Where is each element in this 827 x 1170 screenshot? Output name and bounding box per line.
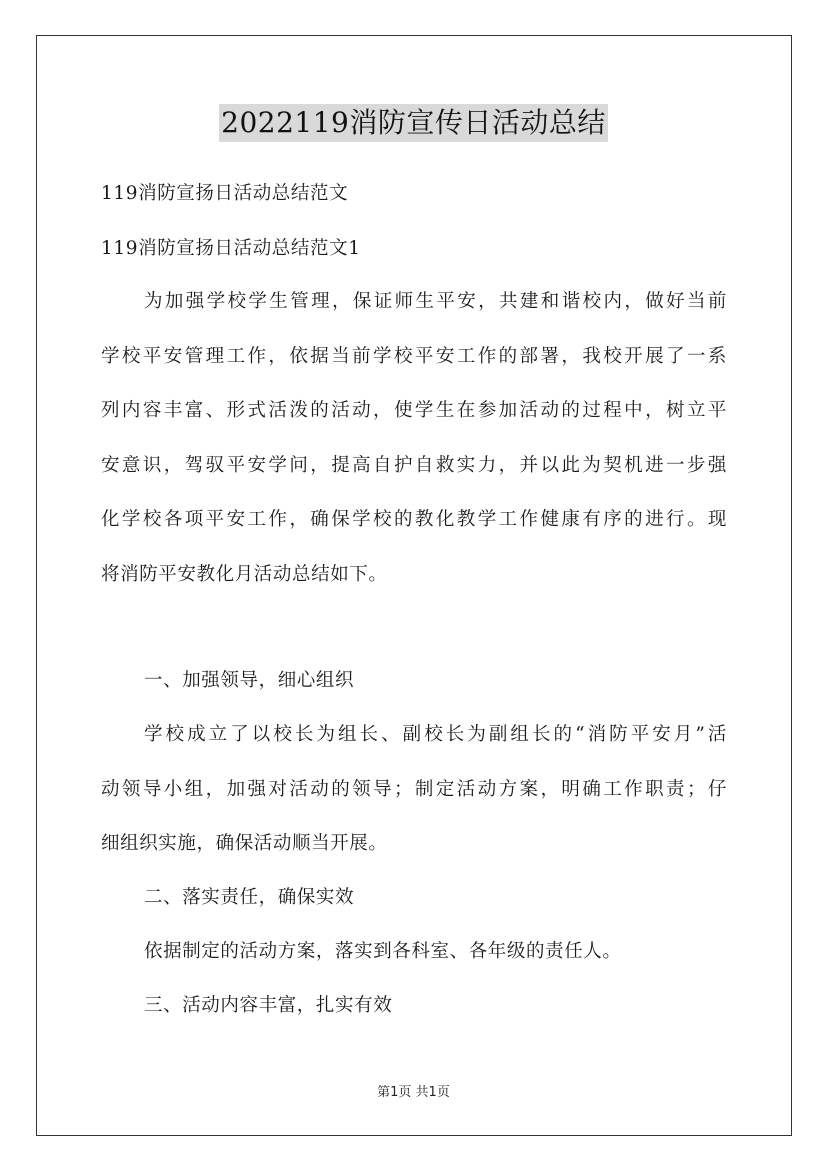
subtitle-2: 119消防宣扬日活动总结范文1 bbox=[101, 238, 361, 259]
section-1-heading: 一、加强领导，细心组织 bbox=[144, 670, 355, 691]
intro-line-1: 为加强学校学生管理，保证师生平安，共建和谐校内，做好当前 bbox=[144, 291, 727, 312]
document-title: 2022119消防宣传日活动总结 bbox=[219, 104, 608, 142]
title-container bbox=[0, 104, 827, 142]
section-1-line-2: 动领导小组，加强对活动的领导；制定活动方案，明确工作职责；仔 bbox=[101, 779, 727, 800]
page-number-footer: 第1页 共1页 bbox=[377, 1085, 450, 1100]
intro-line-2: 学校平安管理工作，依据当前学校平安工作的部署，我校开展了一系 bbox=[101, 346, 727, 367]
intro-line-4: 安意识，驾驭平安学问，提高自护自救实力，并以此为契机进一步强 bbox=[101, 455, 727, 476]
intro-line-5: 化学校各项平安工作，确保学校的教化教学工作健康有序的进行。现 bbox=[101, 509, 727, 530]
section-1-line-3: 细组织实施，确保活动顺当开展。 bbox=[101, 833, 388, 854]
intro-line-6: 将消防平安教化月活动总结如下。 bbox=[101, 564, 388, 585]
intro-line-3: 列内容丰富、形式活泼的活动，使学生在参加活动的过程中，树立平 bbox=[101, 400, 727, 421]
section-2-heading: 二、落实责任，确保实效 bbox=[144, 887, 355, 908]
section-1-line-1: 学校成立了以校长为组长、副校长为副组长的“消防平安月”活 bbox=[144, 724, 727, 745]
subtitle-1: 119消防宣扬日活动总结范文 bbox=[101, 183, 349, 204]
section-3-heading: 三、活动内容丰富，扎实有效 bbox=[144, 995, 393, 1016]
section-2-line: 依据制定的活动方案，落实到各科室、各年级的责任人。 bbox=[144, 941, 622, 962]
